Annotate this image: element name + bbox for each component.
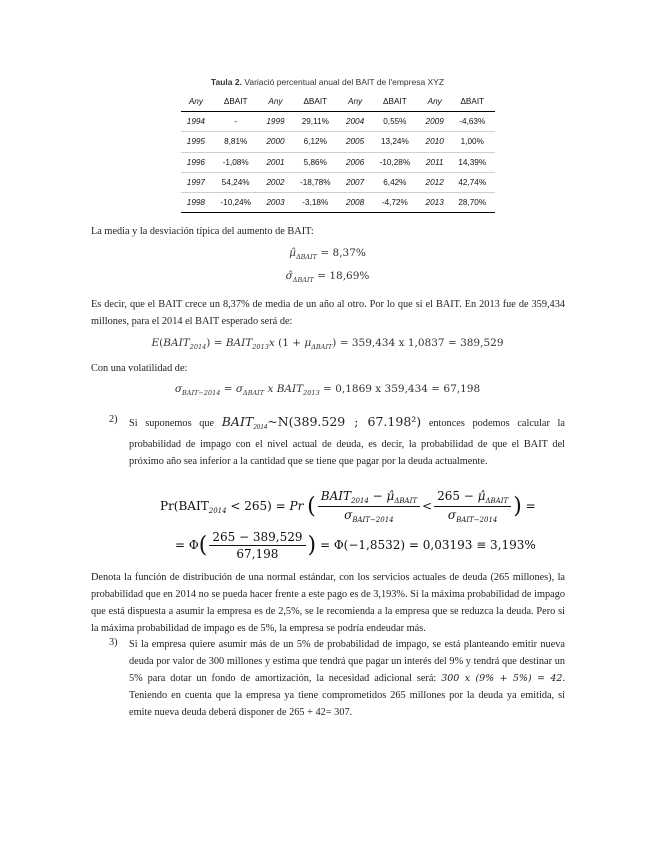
cell-delta: 54,24% <box>221 178 250 188</box>
cell-year: 2001 <box>266 157 285 167</box>
item-number-2: 2) <box>109 414 118 425</box>
item-3-formula: 300 x (9% + 5%) = 42 <box>441 673 563 684</box>
col-header-delta: ΔBAIT <box>370 92 420 112</box>
item-3-text-b: . Teniendo en cuenta que la empresa ya tiene comprometidos 265 millones por la deuda ya emitida, si emite nueva deuda deberá disponer de 265 + 42= 307. <box>129 673 566 718</box>
cell-delta: 14,39% <box>458 157 487 167</box>
col-header-delta: ΔBAIT <box>450 92 495 112</box>
cell-year: 2009 <box>425 117 444 127</box>
cell-year: 1994 <box>186 117 205 127</box>
cell-delta: -3,18% <box>302 198 329 208</box>
probability-equation-line2: = Φ( $\frac{265 - 389,529}{67,198}$ ) = Φ(−1,8532) = 0,03193 ≡ 3,193% <box>175 530 536 561</box>
cell-delta: 13,24% <box>380 137 409 147</box>
cell-delta: -10,28% <box>379 157 411 167</box>
cell-delta: 28,70% <box>458 198 487 208</box>
cell-delta: -4,63% <box>459 117 486 127</box>
cell-year: 2013 <box>425 198 444 208</box>
table-caption-label: Taula 2. <box>210 77 242 87</box>
cell-year: 1998 <box>186 198 205 208</box>
cell-delta: - <box>234 117 238 127</box>
cell-delta: 5,86% <box>303 157 327 167</box>
table-row <box>181 112 495 132</box>
item-number-3: 3) <box>109 637 118 648</box>
cell-delta: 6,42% <box>383 178 407 188</box>
expected-bait-result: 359,434 x 1,0837 = 389,529 <box>351 337 504 349</box>
col-header-year: Any <box>420 92 450 112</box>
table-caption-text: Variació percentual anual del BAIT de l'empresa XYZ <box>241 77 445 87</box>
cell-delta: -10,24% <box>220 198 251 208</box>
prob-threshold: 265 − <box>437 489 478 503</box>
probability-equation-line1: $Pr(BAIT_{2014} < 265) = Pr$ ( $\frac{BAIT_{2014} - \mû_{\Delta BAIT}}{\sigma_{BAIT-2014}}$ < $\frac{265 - \mû_{\Delta BAIT}}{\sigma_{BAIT-2014}}$ ) = <box>160 489 536 524</box>
cell-year: 2000 <box>266 137 285 147</box>
cell-year: 2003 <box>266 198 285 208</box>
table-row <box>181 172 495 192</box>
prob-condition: < 265) = <box>226 499 290 513</box>
cell-year: 2010 <box>425 137 444 147</box>
mean-equation: $\mû_{\Delta BAIT} = 8,37\%$ <box>289 247 366 261</box>
cell-year: 1997 <box>186 178 205 188</box>
prob-denominator: 67,198 <box>236 547 279 561</box>
cell-year: 2012 <box>425 178 444 188</box>
item-3-paragraph <box>129 636 565 721</box>
bait-table <box>181 92 495 213</box>
cell-delta: 6,12% <box>303 137 327 147</box>
cell-year: 2004 <box>345 117 365 127</box>
cell-year: 2007 <box>345 178 365 188</box>
volatility-intro: Con una volatilidad de: <box>91 363 188 374</box>
default-probability-paragraph: Denota la función de distribución de una normal estándar, con los servicios actuales de deuda (265 millones), la probabilidad que en 2014 no se pueda hacer frente a este pago es de 3,193%. Si la máxima probabilidad de impago que está dispuesta a asumir la empresa es de 2,5%, se le recomienda a la empresa que se reduzca la deuda. Pero si la máxima probabilidad de impago es de 5%, la empresa se podría endeudar más. <box>91 572 565 634</box>
col-header-year: Any <box>340 92 370 112</box>
cell-year: 1999 <box>266 117 285 127</box>
table-caption <box>0 77 655 87</box>
prob-lhs: Pr(BAIT <box>160 499 209 513</box>
item-2-paragraph: Si suponemos que $BAIT_{2014}\sim N(389.529$ ; 67.198²) entonces podemos calcular la probabilidad de impago con el nivel actual de deuda, es decir, la probabilidad de que el BAIT del próximo año sea inferior a la cantidad que se tiene que pagar por la deuda actualmente. <box>129 414 565 467</box>
cell-year: 2008 <box>345 198 365 208</box>
sd-equation: $\sigmâ_{\Delta BAIT} = 18,69\%$ <box>285 270 370 284</box>
item-2-distribution: ~N(389.529 ; 67.198²) <box>267 414 422 429</box>
mean-value: 8,37% <box>332 247 366 259</box>
item-2-intro: Si suponemos que <box>129 418 215 429</box>
prob-result: = Φ(−1,8532) = 0,03193 ≡ 3,193% <box>319 538 536 552</box>
cell-delta: -1,08% <box>222 157 249 167</box>
cell-year: 2002 <box>266 178 285 188</box>
mean-sd-intro: La media y la desviación típica del aumento de BAIT: <box>91 226 314 237</box>
col-header-year: Any <box>181 92 211 112</box>
cell-delta: 42,74% <box>458 178 487 188</box>
cell-delta: -4,72% <box>381 198 408 208</box>
expected-bait-equation: $E(BAIT_{2014})$ = $BAIT_{2013}x$ $(1 + \mu_{\Delta BAIT}) = 359,434$ x 1,0837 = 389,529 <box>151 337 504 351</box>
volatility-result: 0,1869 x 359,434 = 67,198 <box>335 383 481 395</box>
col-header-delta: ΔBAIT <box>211 92 261 112</box>
item-2-text: entonces podemos calcular la probabilidad de impago con el nivel actual de deuda, es decir, la probabilidad de que el BAIT del próximo año sea inferior a la cantidad que se tiene que pagar por la deuda actualmente. <box>129 418 565 467</box>
cell-delta: 1,00% <box>460 137 484 147</box>
item-3-text-a: Si la empresa quiere asumir más de un 5% de probabilidad de impago, se está planteando emitir nueva deuda por valor de 300 millones y estima que tendrá que pagar un interés del 9% y tendrá que destinar un 5% para dotar un fondo de amortización, la necesidad adicional será: <box>129 639 565 684</box>
table-row <box>181 132 495 152</box>
table-row <box>181 152 495 172</box>
volatility-equation: $\sigma_{BAIT-2014} = \sigma_{\Delta BAIT}$ x $BAIT_{2013} = 0,1869$ x 359,434 = 67,198 <box>174 383 481 397</box>
prob-numerator: 265 − 389,529 <box>209 530 305 546</box>
col-header-delta: ΔBAIT <box>290 92 340 112</box>
growth-paragraph: Es decir, que el BAIT crece un 8,37% de media de un año al otro. Por lo que si el BAIT. En 2013 fue de 359,434 millones, para el 2014 el BAIT esperado será de: <box>91 299 565 327</box>
cell-delta: -18,78% <box>300 178 331 188</box>
cell-delta: 29,11% <box>301 117 329 127</box>
table-header-row <box>181 92 495 112</box>
cell-delta: 8,81% <box>224 137 248 147</box>
cell-year: 1995 <box>186 137 205 147</box>
col-header-year: Any <box>261 92 291 112</box>
cell-year: 2006 <box>345 157 365 167</box>
cell-year: 2005 <box>345 137 365 147</box>
table-row <box>181 193 495 213</box>
cell-year: 1996 <box>186 157 205 167</box>
cell-year: 2011 <box>425 157 444 167</box>
cell-delta: 0,55% <box>383 117 407 127</box>
sd-value: 18,69% <box>329 270 370 282</box>
